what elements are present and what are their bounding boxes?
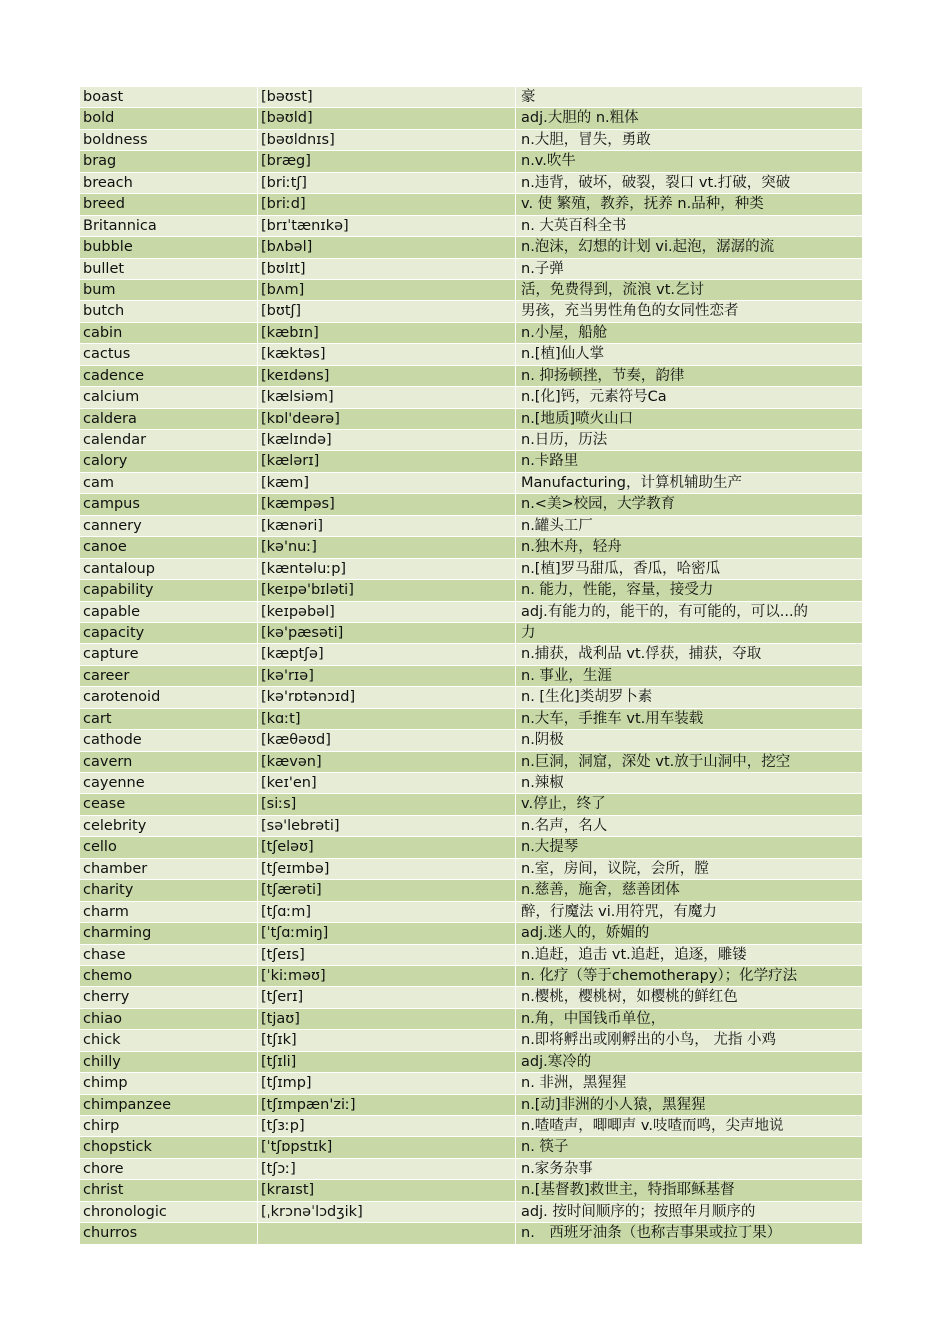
word-cell: capture: [80, 644, 258, 664]
table-row: [80, 473, 862, 494]
definition-cell: adj. 按时间顺序的；按照年月顺序的: [521, 1203, 756, 1220]
table-row: [80, 301, 862, 322]
phonetic-cell: [ˈtʃɑːmiŋ]: [258, 923, 516, 943]
table-row: [80, 1116, 862, 1137]
definition-cell: n.子弹: [521, 260, 564, 277]
table-row: [80, 945, 862, 966]
word-cell: breach: [80, 173, 258, 193]
definition-cell: n.违背，破坏，破裂，裂口 vt.打破，突破: [521, 174, 791, 191]
word-cell: celebrity: [80, 816, 258, 836]
word-cell: charm: [80, 902, 258, 922]
definition-cell: 男孩，充当男性角色的女同性恋者: [521, 303, 739, 320]
phonetic-cell: [kæktəs]: [258, 344, 516, 364]
definition-cell: 醉，行魔法 vi.用符咒，有魔力: [521, 903, 717, 920]
definition-cell: n. 能力，性能，容量，接受力: [521, 582, 714, 599]
table-row: [80, 794, 862, 815]
table-row: [80, 151, 862, 172]
phonetic-cell: [kævən]: [258, 752, 516, 772]
word-cell: caldera: [80, 409, 258, 429]
word-cell: carotenoid: [80, 687, 258, 707]
word-cell: cease: [80, 794, 258, 814]
table-row: [80, 709, 862, 730]
table-row: [80, 130, 862, 151]
definition-cell: n.阴极: [521, 732, 564, 749]
definition-cell: n. 非洲，黑猩猩: [521, 1075, 627, 1092]
phonetic-cell: [kælərɪ]: [258, 451, 516, 471]
phonetic-cell: [kə'rɪə]: [258, 666, 516, 686]
definition-cell: adj.寒冷的: [521, 1053, 592, 1070]
definition-cell: 豪: [521, 89, 536, 105]
phonetic-cell: [tʃɜːp]: [258, 1116, 516, 1136]
definition-cell: n.追赶，追击 vt.追赶，追逐，雕镂: [521, 946, 747, 963]
table-row: [80, 1223, 862, 1244]
phonetic-cell: [bræg]: [258, 151, 516, 171]
word-cell: calory: [80, 451, 258, 471]
word-cell: cabin: [80, 323, 258, 343]
definition-cell: n.[地质]喷火山口: [521, 410, 634, 427]
table-row: [80, 1095, 862, 1116]
table-row: [80, 237, 862, 258]
definition-cell: Manufacturing，计算机辅助生产: [521, 474, 742, 491]
table-row: [80, 344, 862, 365]
phonetic-cell: [bəʊst]: [258, 87, 516, 107]
phonetic-cell: [tʃeləʊ]: [258, 837, 516, 857]
definition-cell: n.即将孵出或刚孵出的小鸟， 尤指 小鸡: [521, 1032, 777, 1049]
phonetic-cell: [kælɪndə]: [258, 430, 516, 450]
word-cell: cannery: [80, 516, 258, 536]
table-row: [80, 194, 862, 215]
table-row: [80, 559, 862, 580]
word-cell: churros: [80, 1223, 258, 1243]
definition-cell: n.家务杂事: [521, 1160, 593, 1177]
table-row: [80, 1137, 862, 1158]
table-row: [80, 923, 862, 944]
word-cell: chemo: [80, 966, 258, 986]
definition-cell: n.罐头工厂: [521, 517, 593, 534]
table-row: [80, 387, 862, 408]
word-cell: chirp: [80, 1116, 258, 1136]
definition-cell: n. 西班牙油条（也称吉事果或拉丁果）: [521, 1225, 782, 1242]
definition-cell: n.名声，名人: [521, 817, 608, 834]
phonetic-cell: [bʌbəl]: [258, 237, 516, 257]
word-cell: chronologic: [80, 1202, 258, 1222]
phonetic-cell: [tʃɑːm]: [258, 902, 516, 922]
word-cell: cayenne: [80, 773, 258, 793]
table-row: [80, 259, 862, 280]
table-row: [80, 516, 862, 537]
word-cell: chilly: [80, 1052, 258, 1072]
table-row: [80, 859, 862, 880]
definition-cell: n.樱桃，樱桃树，如樱桃的鲜红色: [521, 989, 738, 1006]
phonetic-cell: [tʃɔː]: [258, 1159, 516, 1179]
word-cell: bold: [80, 108, 258, 128]
definition-cell: n.[植]罗马甜瓜，香瓜，哈密瓜: [521, 560, 721, 577]
phonetic-cell: [kæm]: [258, 473, 516, 493]
table-row: [80, 966, 862, 987]
word-cell: Britannica: [80, 216, 258, 236]
phonetic-cell: [tʃeɪmbə]: [258, 859, 516, 879]
definition-cell: n. 化疗（等于chemotherapy）；化学疗法: [521, 967, 798, 984]
word-cell: chamber: [80, 859, 258, 879]
phonetic-cell: [tʃɪmp]: [258, 1073, 516, 1093]
phonetic-cell: [kæmpəs]: [258, 494, 516, 514]
definition-cell: v. 使 繁殖，教养，抚养 n.品种，种类: [521, 196, 764, 213]
word-cell: breed: [80, 194, 258, 214]
table-row: [80, 173, 862, 194]
definition-cell: n.巨洞，洞窟，深处 vt.放于山洞中，挖空: [521, 753, 791, 770]
phonetic-cell: [briːtʃ]: [258, 173, 516, 193]
phonetic-cell: [keɪpə'bɪləti]: [258, 580, 516, 600]
phonetic-cell: [bʌm]: [258, 280, 516, 300]
definition-cell: v.停止，终了: [521, 796, 606, 813]
phonetic-cell: [keɪpəbəl]: [258, 602, 516, 622]
definition-cell: n.大车，手推车 vt.用车装载: [521, 710, 704, 727]
phonetic-cell: [kə'pæsəti]: [258, 623, 516, 643]
phonetic-cell: [bʊtʃ]: [258, 301, 516, 321]
phonetic-cell: [ˈkiːməʊ]: [258, 966, 516, 986]
word-cell: chimp: [80, 1073, 258, 1093]
table-row: [80, 902, 862, 923]
table-row: [80, 987, 862, 1008]
definition-cell: n.角，中国钱币单位，: [521, 1010, 666, 1027]
phonetic-cell: [kə'rɒtənɔɪd]: [258, 687, 516, 707]
definition-cell: adj.迷人的，娇媚的: [521, 925, 650, 942]
word-cell: boast: [80, 87, 258, 107]
word-cell: campus: [80, 494, 258, 514]
table-row: [80, 1073, 862, 1094]
word-cell: calcium: [80, 387, 258, 407]
table-row: [80, 366, 862, 387]
word-cell: chopstick: [80, 1137, 258, 1157]
definition-cell: 活，免费得到，流浪 vt.乞讨: [521, 281, 704, 298]
definition-cell: n.[基督教]救世主，特指耶稣基督: [521, 1182, 735, 1199]
word-cell: chick: [80, 1030, 258, 1050]
definition-cell: n.大胆，冒失，勇敢: [521, 131, 651, 148]
phonetic-cell: [kænəri]: [258, 516, 516, 536]
table-row: [80, 644, 862, 665]
definition-cell: n. [生化]类胡罗卜素: [521, 689, 653, 706]
word-cell: chimpanzee: [80, 1095, 258, 1115]
definition-cell: adj.有能力的，能干的，有可能的，可以...的: [521, 603, 809, 620]
table-row: [80, 216, 862, 237]
definition-cell: n.卡路里: [521, 453, 579, 470]
word-cell: calendar: [80, 430, 258, 450]
table-row: [80, 108, 862, 129]
phonetic-cell: [keɪdəns]: [258, 366, 516, 386]
word-cell: boldness: [80, 130, 258, 150]
table-row: [80, 280, 862, 301]
phonetic-cell: [kə'nuː]: [258, 537, 516, 557]
phonetic-cell: [tʃærəti]: [258, 880, 516, 900]
phonetic-cell: [kraɪst]: [258, 1180, 516, 1200]
table-row: [80, 666, 862, 687]
phonetic-cell: [kɒl'deərə]: [258, 409, 516, 429]
definition-cell: n.独木舟，轻舟: [521, 539, 622, 556]
definition-cell: n.辣椒: [521, 775, 564, 791]
word-cell: chase: [80, 945, 258, 965]
word-cell: canoe: [80, 537, 258, 557]
table-row: [80, 687, 862, 708]
word-cell: career: [80, 666, 258, 686]
word-cell: cam: [80, 473, 258, 493]
table-row: [80, 730, 862, 751]
table-row: [80, 409, 862, 430]
table-row: [80, 773, 862, 794]
definition-cell: n.慈善，施舍，慈善团体: [521, 882, 680, 899]
word-cell: capacity: [80, 623, 258, 643]
word-cell: cart: [80, 709, 258, 729]
table-row: [80, 880, 862, 901]
definition-cell: n.日历，历法: [521, 432, 608, 448]
word-cell: cathode: [80, 730, 258, 750]
phonetic-cell: [ˈtʃɒpstɪk]: [258, 1137, 516, 1157]
definition-cell: n.室，房间，议院，会所，膛: [521, 860, 709, 877]
word-cell: charity: [80, 880, 258, 900]
phonetic-cell: [tʃɪli]: [258, 1052, 516, 1072]
table-row: [80, 451, 862, 472]
table-row: [80, 1202, 862, 1223]
definition-cell: n.[植]仙人掌: [521, 346, 605, 363]
definition-cell: n.泡沫，幻想的计划 vi.起泡，潺潺的流: [521, 239, 775, 256]
definition-cell: n. 大英百科全书: [521, 217, 627, 234]
phonetic-cell: [kæntəluːp]: [258, 559, 516, 579]
word-cell: cantaloup: [80, 559, 258, 579]
table-row: [80, 1180, 862, 1201]
table-row: [80, 623, 862, 644]
phonetic-cell: [tjaʊ]: [258, 1009, 516, 1029]
definition-cell: n.[化]钙，元素符号Ca: [521, 389, 667, 406]
word-cell: cherry: [80, 987, 258, 1007]
phonetic-cell: [brɪˈtænɪkə]: [258, 216, 516, 236]
phonetic-cell: [tʃɪk]: [258, 1030, 516, 1050]
word-cell: cactus: [80, 344, 258, 364]
definition-cell: n. 筷子: [521, 1139, 569, 1156]
phonetic-cell: [258, 1223, 516, 1243]
vocabulary-table: [80, 87, 862, 1245]
word-cell: chiao: [80, 1009, 258, 1029]
phonetic-cell: [ˌkrɔnəˈlɔdʒik]: [258, 1202, 516, 1222]
word-cell: cavern: [80, 752, 258, 772]
definition-cell: n.捕获，战利品 vt.俘获，捕获，夺取: [521, 646, 762, 663]
word-cell: bullet: [80, 259, 258, 279]
definition-cell: n.小屋，船舱: [521, 324, 608, 341]
word-cell: cadence: [80, 366, 258, 386]
phonetic-cell: [bəʊld]: [258, 108, 516, 128]
word-cell: christ: [80, 1180, 258, 1200]
definition-cell: n.喳喳声，唧唧声 v.吱喳而鸣，尖声地说: [521, 1118, 784, 1134]
definition-cell: n.v.吹牛: [521, 153, 576, 170]
table-row: [80, 87, 862, 108]
word-cell: chore: [80, 1159, 258, 1179]
word-cell: cello: [80, 837, 258, 857]
table-row: [80, 752, 862, 773]
phonetic-cell: [kæbɪn]: [258, 323, 516, 343]
definition-cell: n. 抑扬顿挫，节奏，韵律: [521, 367, 685, 384]
phonetic-cell: [siːs]: [258, 794, 516, 814]
table-row: [80, 580, 862, 601]
table-row: [80, 323, 862, 344]
phonetic-cell: [tʃeɪs]: [258, 945, 516, 965]
phonetic-cell: [kælsiəm]: [258, 387, 516, 407]
table-row: [80, 1009, 862, 1030]
phonetic-cell: [bəʊldnɪs]: [258, 130, 516, 150]
definition-cell: n.大提琴: [521, 839, 579, 856]
table-row: [80, 816, 862, 837]
phonetic-cell: [bʊlɪt]: [258, 259, 516, 279]
table-row: [80, 430, 862, 451]
table-row: [80, 602, 862, 623]
phonetic-cell: [kɑːt]: [258, 709, 516, 729]
word-cell: bubble: [80, 237, 258, 257]
phonetic-cell: [sə'lebrəti]: [258, 816, 516, 836]
definition-cell: n.<美>校园，大学教育: [521, 496, 676, 513]
definition-cell: adj.大胆的 n.粗体: [521, 110, 639, 127]
table-row: [80, 1159, 862, 1180]
word-cell: butch: [80, 301, 258, 321]
word-cell: capability: [80, 580, 258, 600]
table-row: [80, 537, 862, 558]
phonetic-cell: [kæθəʊd]: [258, 730, 516, 750]
phonetic-cell: [tʃɪmpæn'ziː]: [258, 1095, 516, 1115]
definition-cell: n. 事业，生涯: [521, 667, 612, 684]
word-cell: capable: [80, 602, 258, 622]
phonetic-cell: [keɪ'en]: [258, 773, 516, 793]
word-cell: brag: [80, 151, 258, 171]
phonetic-cell: [briːd]: [258, 194, 516, 214]
word-cell: bum: [80, 280, 258, 300]
word-cell: charming: [80, 923, 258, 943]
definition-cell: n.[动]非洲的小人猿，黑猩猩: [521, 1096, 706, 1113]
table-row: [80, 1030, 862, 1051]
phonetic-cell: [kæptʃə]: [258, 644, 516, 664]
table-row: [80, 837, 862, 858]
table-row: [80, 494, 862, 515]
table-row: [80, 1052, 862, 1073]
phonetic-cell: [tʃerɪ]: [258, 987, 516, 1007]
definition-cell: 力: [521, 624, 536, 641]
